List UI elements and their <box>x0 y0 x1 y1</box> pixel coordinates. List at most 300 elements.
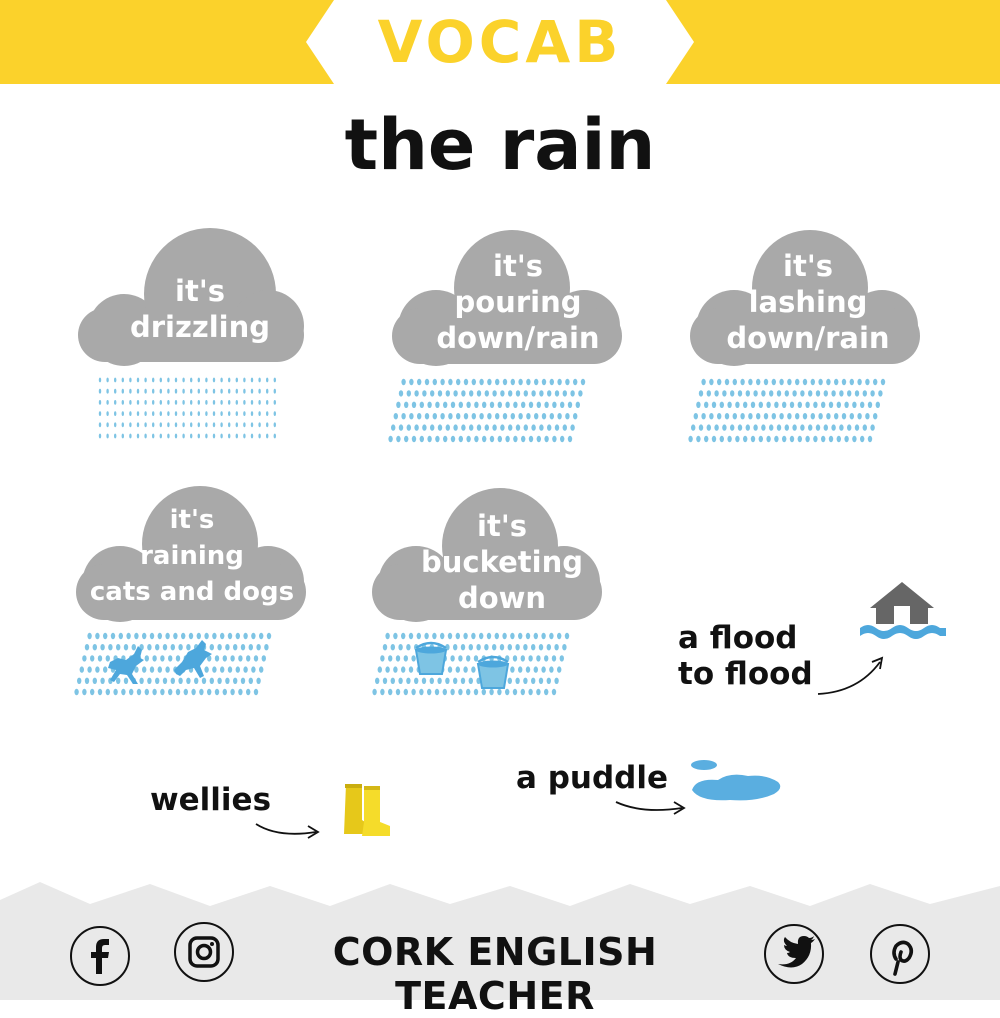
raindrop <box>226 678 230 684</box>
raindrop <box>456 413 460 419</box>
raindrop <box>83 655 87 661</box>
raindrop <box>399 424 403 430</box>
raindrop <box>759 402 763 408</box>
raindrop <box>198 378 200 383</box>
label-wellies: wellies <box>150 782 272 818</box>
raindrop <box>383 644 387 650</box>
raindrop <box>114 389 116 394</box>
raindrop <box>175 378 177 383</box>
raindrop <box>192 689 196 695</box>
raindrop <box>155 678 159 684</box>
raindrop <box>501 424 505 430</box>
raindrop <box>249 678 253 684</box>
raindrop <box>524 390 528 396</box>
dog-icon <box>104 640 150 688</box>
raindrop <box>373 689 377 695</box>
raindrop <box>129 411 131 416</box>
raindrop <box>167 400 169 405</box>
raindrop <box>516 644 520 650</box>
raindrop <box>161 655 165 661</box>
raindrop <box>163 678 167 684</box>
raindrop <box>175 434 177 439</box>
raindrop <box>99 400 101 405</box>
raindrop <box>566 413 570 419</box>
raindrop <box>855 390 859 396</box>
raindrop <box>487 633 491 639</box>
raindrop <box>503 633 507 639</box>
raindrop <box>443 689 447 695</box>
cloud-label-lashing <box>688 248 928 356</box>
raindrop <box>850 379 854 385</box>
raindrop <box>793 390 797 396</box>
label-a-flood: a flood <box>678 620 798 656</box>
raindrop <box>98 655 102 661</box>
raindrop <box>93 644 97 650</box>
raindrop <box>553 436 557 442</box>
raindrop <box>842 379 846 385</box>
raindrop <box>99 422 101 427</box>
raindrop <box>717 379 721 385</box>
raindrop <box>404 655 408 661</box>
raindrop <box>552 689 556 695</box>
cloud-line: it's <box>477 509 527 543</box>
raindrop <box>106 689 110 695</box>
raindrop <box>816 424 820 430</box>
raindrop <box>462 424 466 430</box>
cloud-label-drizzling <box>90 273 310 345</box>
raindrop <box>246 689 250 695</box>
raindrop <box>231 655 235 661</box>
raindrop <box>557 666 561 672</box>
raindrop <box>167 378 169 383</box>
raindrop <box>114 411 116 416</box>
raindrop <box>480 413 484 419</box>
raindrop <box>785 424 789 430</box>
raindrop <box>243 434 245 439</box>
raindrop <box>847 390 851 396</box>
raindrop <box>243 389 245 394</box>
raindrop <box>407 678 411 684</box>
cloud-line: pouring <box>454 285 582 319</box>
raindrop <box>129 400 131 405</box>
raindrop <box>806 402 810 408</box>
raindrop <box>190 411 192 416</box>
raindrop <box>472 413 476 419</box>
raindrop <box>847 424 851 430</box>
raindrop <box>501 390 505 396</box>
raindrop <box>182 400 184 405</box>
raindrop <box>519 379 523 385</box>
raindrop <box>258 411 260 416</box>
raindrop <box>213 378 215 383</box>
raindrop <box>563 424 567 430</box>
raindrop <box>573 379 577 385</box>
raindrop <box>129 689 133 695</box>
arrow-flood <box>814 652 890 698</box>
raindrop <box>428 402 432 408</box>
raindrop <box>540 424 544 430</box>
raindrop <box>137 689 141 695</box>
raindrop <box>213 389 215 394</box>
raindrop <box>746 390 750 396</box>
raindrop <box>266 400 268 405</box>
raindrop <box>93 678 97 684</box>
raindrop <box>798 402 802 408</box>
raindrop <box>259 666 263 672</box>
raindrop <box>539 678 543 684</box>
raindrop <box>420 689 424 695</box>
raindrop <box>518 666 522 672</box>
pinterest-icon[interactable] <box>870 924 930 984</box>
raindrop <box>829 402 833 408</box>
raindrop <box>252 633 256 639</box>
raindrop <box>488 379 492 385</box>
cloud-line: it's <box>169 505 215 535</box>
raindrop <box>459 655 463 661</box>
raindrop <box>236 422 238 427</box>
raindrop <box>243 400 245 405</box>
raindrop <box>736 436 740 442</box>
raindrop <box>129 434 131 439</box>
raindrop <box>137 378 139 383</box>
raindrop <box>702 379 706 385</box>
raindrop <box>725 413 729 419</box>
raindrop <box>552 655 556 661</box>
raindrop <box>436 402 440 408</box>
raindrop <box>814 402 818 408</box>
raindrop <box>531 678 535 684</box>
raindrop <box>443 436 447 442</box>
raindrop <box>160 400 162 405</box>
cloud-line: it's <box>175 274 225 308</box>
raindrop <box>399 390 403 396</box>
cloud-line: lashing <box>748 285 868 319</box>
raindrop <box>837 436 841 442</box>
raindrop <box>772 379 776 385</box>
raindrop <box>866 413 870 419</box>
raindrop <box>749 413 753 419</box>
raindrop <box>220 633 224 639</box>
raindrop <box>144 389 146 394</box>
raindrop <box>493 390 497 396</box>
raindrop <box>241 678 245 684</box>
facebook-icon[interactable] <box>70 926 130 986</box>
raindrop <box>228 633 232 639</box>
raindrop <box>723 390 727 396</box>
instagram-icon[interactable] <box>174 922 234 982</box>
raindrop <box>160 434 162 439</box>
raindrop <box>845 402 849 408</box>
raindrop <box>712 402 716 408</box>
raindrop <box>832 390 836 396</box>
cloud-line: drizzling <box>129 310 271 344</box>
raindrop <box>553 402 557 408</box>
raindrop <box>220 666 224 672</box>
raindrop <box>122 389 124 394</box>
raindrop <box>446 390 450 396</box>
raindrop <box>119 633 123 639</box>
raindrop <box>777 390 781 396</box>
raindrop <box>521 655 525 661</box>
raindrop <box>391 644 395 650</box>
raindrop <box>699 390 703 396</box>
raindrop <box>801 424 805 430</box>
raindrop <box>710 379 714 385</box>
raindrop <box>420 402 424 408</box>
raindrop <box>860 436 864 442</box>
raindrop <box>853 402 857 408</box>
raindrop <box>241 644 245 650</box>
raindrop <box>257 678 261 684</box>
raindrop <box>550 666 554 672</box>
raindrop <box>80 666 84 672</box>
raindrop <box>441 413 445 419</box>
raindrop <box>495 379 499 385</box>
raindrop <box>472 633 476 639</box>
raindrop <box>144 378 146 383</box>
raindrop <box>451 689 455 695</box>
raindrop <box>842 413 846 419</box>
raindrop <box>446 678 450 684</box>
house-flood-icon <box>858 576 948 642</box>
raindrop <box>712 436 716 442</box>
raindrop <box>394 633 398 639</box>
raindrop <box>707 390 711 396</box>
raindrop <box>258 434 260 439</box>
raindrop <box>433 413 437 419</box>
raindrop <box>127 633 131 639</box>
raindrop <box>428 436 432 442</box>
raindrop <box>490 402 494 408</box>
raindrop <box>495 413 499 419</box>
twitter-icon[interactable] <box>764 924 824 984</box>
raindrop <box>213 434 215 439</box>
raindrop <box>205 378 207 383</box>
raindrop <box>488 413 492 419</box>
raindrop <box>160 422 162 427</box>
raindrop <box>449 413 453 419</box>
raindrop <box>702 413 706 419</box>
raindrop <box>464 633 468 639</box>
raindrop <box>485 390 489 396</box>
raindrop <box>122 689 126 695</box>
raindrop <box>477 424 481 430</box>
raindrop <box>793 424 797 430</box>
raindrop <box>704 402 708 408</box>
raindrop <box>150 666 154 672</box>
raindrop <box>259 633 263 639</box>
raindrop <box>834 413 838 419</box>
raindrop <box>228 666 232 672</box>
raindrop <box>467 402 471 408</box>
raindrop <box>236 378 238 383</box>
raindrop <box>198 400 200 405</box>
raindrop <box>88 633 92 639</box>
raindrop <box>401 666 405 672</box>
raindrop <box>464 666 468 672</box>
raindrop <box>407 390 411 396</box>
raindrop <box>218 644 222 650</box>
raindrop <box>122 422 124 427</box>
raindrop <box>175 422 177 427</box>
label-to-flood: to flood <box>678 656 813 692</box>
raindrop <box>425 633 429 639</box>
raindrop <box>741 379 745 385</box>
raindrop <box>142 633 146 639</box>
raindrop <box>775 436 779 442</box>
raindrop <box>205 400 207 405</box>
raindrop <box>386 666 390 672</box>
raindrop <box>821 436 825 442</box>
raindrop <box>769 390 773 396</box>
raindrop <box>508 390 512 396</box>
raindrop <box>85 678 89 684</box>
raindrop <box>137 389 139 394</box>
raindrop <box>475 436 479 442</box>
cloud-label-bucketing <box>380 508 624 616</box>
raindrop <box>396 689 400 695</box>
raindrop <box>529 436 533 442</box>
raindrop <box>152 434 154 439</box>
raindrop <box>449 379 453 385</box>
raindrop <box>274 389 276 394</box>
raindrop <box>707 424 711 430</box>
raindrop <box>77 678 81 684</box>
raindrop <box>495 633 499 639</box>
raindrop <box>832 424 836 430</box>
raindrop <box>266 434 268 439</box>
raindrop <box>144 422 146 427</box>
raindrop <box>262 655 266 661</box>
raindrop <box>767 402 771 408</box>
raindrop <box>754 390 758 396</box>
raindrop <box>158 666 162 672</box>
bucket-icon <box>474 654 512 690</box>
raindrop <box>75 689 79 695</box>
raindrop <box>129 422 131 427</box>
raindrop <box>550 379 554 385</box>
raindrop <box>144 411 146 416</box>
raindrop <box>547 390 551 396</box>
raindrop <box>85 644 89 650</box>
raindrop <box>808 424 812 430</box>
raindrop <box>404 402 408 408</box>
raindrop <box>879 390 883 396</box>
raindrop <box>182 389 184 394</box>
raindrop <box>106 378 108 383</box>
raindrop <box>404 436 408 442</box>
raindrop <box>397 402 401 408</box>
raindrop <box>801 390 805 396</box>
raindrop <box>811 413 815 419</box>
raindrop <box>200 689 204 695</box>
raindrop <box>691 424 695 430</box>
raindrop <box>155 644 159 650</box>
raindrop <box>103 633 107 639</box>
raindrop <box>516 390 520 396</box>
raindrop <box>198 411 200 416</box>
raindrop <box>547 644 551 650</box>
raindrop <box>266 411 268 416</box>
raindrop <box>220 434 222 439</box>
raindrop <box>850 413 854 419</box>
raindrop <box>198 389 200 394</box>
raindrop <box>751 436 755 442</box>
raindrop <box>144 434 146 439</box>
raindrop <box>824 424 828 430</box>
raindrop <box>414 678 418 684</box>
raindrop <box>167 389 169 394</box>
raindrop <box>231 689 235 695</box>
raindrop <box>228 422 230 427</box>
raindrop <box>542 379 546 385</box>
raindrop <box>88 666 92 672</box>
raindrop <box>228 378 230 383</box>
raindrop <box>767 436 771 442</box>
page-subtitle: the rain <box>344 104 656 186</box>
raindrop <box>438 678 442 684</box>
raindrop <box>704 436 708 442</box>
raindrop <box>777 424 781 430</box>
raindrop <box>251 434 253 439</box>
raindrop <box>386 633 390 639</box>
raindrop <box>571 424 575 430</box>
raindrop <box>498 402 502 408</box>
raindrop <box>873 379 877 385</box>
raindrop <box>258 422 260 427</box>
raindrop <box>827 413 831 419</box>
raindrop <box>122 434 124 439</box>
raindrop <box>402 413 406 419</box>
raindrop <box>511 379 515 385</box>
raindrop <box>274 434 276 439</box>
raindrop <box>819 413 823 419</box>
raindrop <box>853 436 857 442</box>
raindrop <box>545 402 549 408</box>
raindrop <box>388 689 392 695</box>
raindrop <box>873 413 877 419</box>
raindrop <box>715 390 719 396</box>
raindrop <box>508 424 512 430</box>
raindrop <box>566 379 570 385</box>
raindrop <box>863 424 867 430</box>
cloud-label-cats-dogs <box>72 502 312 610</box>
raindrop <box>114 400 116 405</box>
raindrop <box>152 400 154 405</box>
raindrop <box>249 644 253 650</box>
raindrop <box>795 379 799 385</box>
raindrop <box>544 655 548 661</box>
raindrop <box>111 633 115 639</box>
raindrop <box>402 379 406 385</box>
raindrop <box>223 655 227 661</box>
raindrop <box>122 411 124 416</box>
raindrop <box>137 422 139 427</box>
raindrop <box>122 378 124 383</box>
raindrop <box>438 424 442 430</box>
raindrop <box>220 422 222 427</box>
dog-icon <box>170 636 216 684</box>
raindrop <box>539 644 543 650</box>
raindrop <box>871 390 875 396</box>
raindrop <box>736 402 740 408</box>
raindrop <box>423 390 427 396</box>
raindrop <box>106 389 108 394</box>
raindrop <box>524 424 528 430</box>
raindrop <box>756 379 760 385</box>
raindrop <box>265 644 269 650</box>
raindrop <box>534 379 538 385</box>
